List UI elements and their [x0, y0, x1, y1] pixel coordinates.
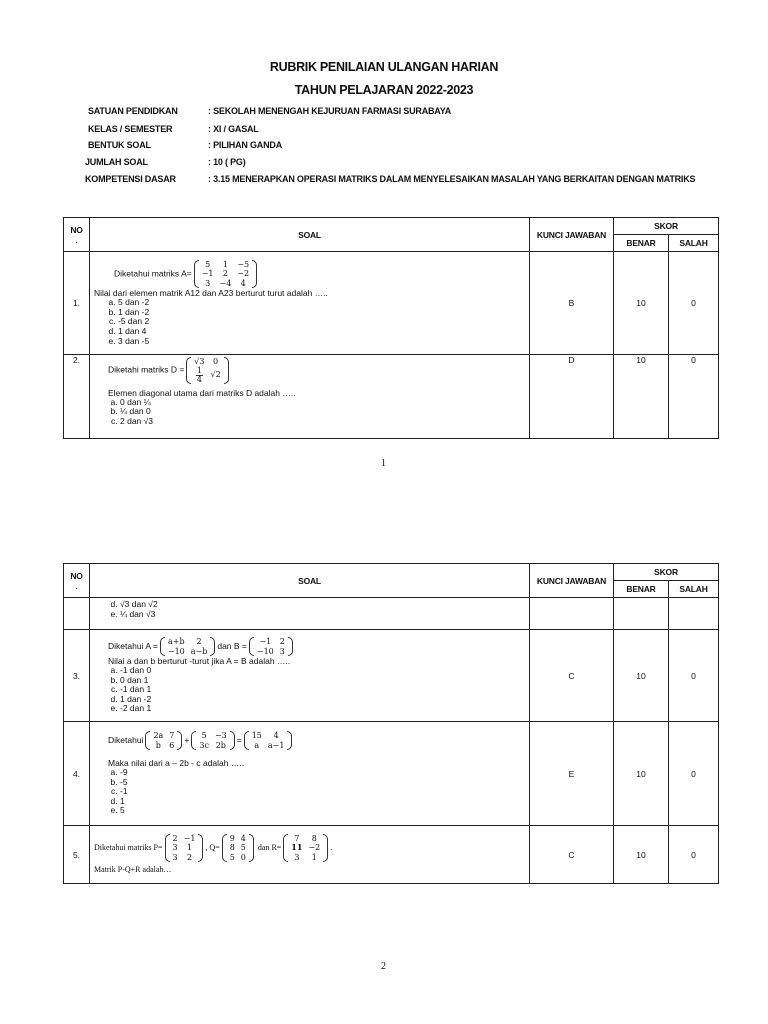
options-list — [94, 600, 525, 619]
score-benar: 10 — [614, 252, 669, 355]
question-cell — [90, 355, 530, 439]
option-item: b. 1 dan -2 — [118, 308, 525, 318]
options-list — [94, 398, 525, 427]
score-benar: 10 — [614, 722, 669, 826]
score-salah: 0 — [669, 826, 719, 884]
question-number: 1. — [64, 252, 90, 355]
header-soal: SOAL — [90, 218, 530, 252]
question-cell — [90, 630, 530, 722]
question-intro: dan B = — [217, 640, 247, 651]
score-salah: 0 — [669, 355, 719, 439]
equals-sign: = — [236, 734, 242, 745]
matrix-a: 5 1 −5 −1 2 −2 3 −4 4 — [194, 260, 257, 289]
question-text: Nilai a dan b berturut -turut jika A = B adalah ….. — [108, 656, 291, 667]
option-item: a. 5 dan -2 — [118, 298, 525, 308]
header-benar: BENAR — [614, 581, 669, 598]
question-text: Nilai dari elemen matrik A12 dan A23 berturut turut adalah ….. — [94, 288, 328, 299]
question-cell — [90, 598, 530, 630]
table-row — [64, 252, 719, 355]
table-row — [64, 598, 719, 630]
header-benar: BENAR — [614, 235, 669, 252]
meta-label: BENTUK SOAL — [88, 140, 151, 150]
document-title: RUBRIK PENILAIAN ULANGAN HARIAN — [269, 60, 499, 74]
question-number: 3. — [64, 630, 90, 722]
header-no: NO . — [64, 564, 90, 598]
header-salah: SALAH — [669, 581, 719, 598]
header-no: NO . — [64, 218, 90, 252]
table-row — [64, 630, 719, 722]
options-list — [94, 666, 525, 714]
meta-value: : SEKOLAH MENENGAH KEJURUAN FARMASI SURABAYA — [208, 106, 452, 116]
option-item: e. 5 — [120, 806, 525, 816]
question-text: Elemen diagonal utama dari matriks D adalah ….. — [108, 387, 296, 398]
score-benar: 10 — [614, 355, 669, 439]
matrix-2: 5 −3 3c 2b — [191, 731, 234, 750]
matrix-q: 9 4 8 5 5 0 — [222, 834, 254, 863]
header-kunci: KUNCI JAWABAN — [530, 218, 614, 252]
document-subtitle: TAHUN PELAJARAN 2022-2023 — [294, 83, 474, 97]
matrix-d: √3 0 $\frac{1}{4}$ √2 — [186, 357, 228, 384]
table-row — [64, 722, 719, 826]
option-item: e. ¼ dan √3 — [120, 610, 525, 620]
question-intro: Diketahui — [108, 734, 144, 745]
option-item: c. 2 dan √3 — [120, 417, 525, 427]
option-item: b. 0 dan 1 — [120, 676, 525, 686]
table-row — [64, 826, 719, 884]
question-intro: dan R= — [257, 842, 282, 852]
matrix-1: 2a 7 b 6 — [145, 731, 182, 750]
option-item: d. √3 dan √2 — [120, 600, 525, 610]
options-list — [94, 298, 525, 346]
option-item: b. ¼ dan 0 — [120, 407, 525, 417]
meta-label: SATUAN PENDIDKAN — [88, 106, 178, 116]
rubric-table-page2 — [63, 563, 719, 884]
question-cell — [90, 252, 530, 355]
matrix-p: 2 −1 3 1 3 2 — [165, 834, 204, 863]
question-number: 2. — [64, 355, 90, 439]
matrix-a: a+b 2 −10 a−b — [160, 637, 215, 656]
header-salah: SALAH — [669, 235, 719, 252]
option-item: e. -2 dan 1 — [120, 704, 525, 714]
matrix-b: −1 2 −10 3 — [249, 637, 293, 656]
question-text: Matrik P-Q+R adalah… — [94, 865, 172, 875]
fraction: $\frac{1}{4}$ — [196, 365, 202, 384]
option-item: a. -1 dan 0 — [120, 666, 525, 676]
header-kunci: KUNCI JAWABAN — [530, 564, 614, 598]
option-item: a. -9 — [120, 768, 525, 778]
option-item: d. 1 — [120, 797, 525, 807]
meta-label: KOMPETENSI DASAR — [85, 174, 176, 184]
option-item: d. 1 dan 4 — [118, 327, 525, 337]
score-benar: 10 — [614, 826, 669, 884]
matrix-3: 15 4 a a−1 — [244, 731, 293, 750]
table-row — [64, 355, 719, 439]
option-item: c. -5 dan 2 — [118, 317, 525, 327]
option-item: c. -1 — [120, 787, 525, 797]
question-text: Maka nilai dari a – 2b - c adalah ….. — [108, 758, 245, 769]
meta-value: : 3.15 MENERAPKAN OPERASI MATRIKS DALAM MENYELESAIKAN MASALAH YANG BERKAITAN DENGAN MATRIKS — [208, 174, 696, 184]
meta-value: : XI / GASAL — [208, 124, 259, 134]
question-intro: Diketahui matriks A= — [114, 268, 192, 279]
score-salah: 0 — [669, 722, 719, 826]
question-intro: Diketahui matriks P= — [94, 842, 163, 852]
option-item: e. 3 dan -5 — [118, 337, 525, 347]
rubric-table-page1 — [63, 217, 719, 439]
score-benar: 10 — [614, 630, 669, 722]
meta-value: : 10 ( PG) — [208, 157, 246, 167]
header-skor: SKOR — [614, 218, 719, 235]
question-cell — [90, 722, 530, 826]
score-salah: 0 — [669, 252, 719, 355]
answer-key: D — [530, 355, 614, 439]
answer-key: E — [530, 722, 614, 826]
options-list — [94, 768, 525, 816]
question-number: 5. — [64, 826, 90, 884]
option-item: d. 1 dan -2 — [120, 695, 525, 705]
plus-sign: + — [184, 734, 190, 745]
option-item: c. -1 dan 1 — [120, 685, 525, 695]
answer-key: C — [530, 630, 614, 722]
matrix-r: 7 8 11 −2 3 1 — [283, 834, 328, 863]
score-salah: 0 — [669, 630, 719, 722]
header-skor: SKOR — [614, 564, 719, 581]
meta-label: JUMLAH SOAL — [85, 157, 148, 167]
option-item: b. -5 — [120, 778, 525, 788]
page-number: 2 — [381, 961, 386, 972]
header-soal: SOAL — [90, 564, 530, 598]
answer-key: C — [530, 826, 614, 884]
question-number: 4. — [64, 722, 90, 826]
question-intro: Diketahui A = — [108, 640, 158, 651]
answer-key: B — [530, 252, 614, 355]
meta-value: : PILIHAN GANDA — [208, 140, 282, 150]
option-item: a. 0 dan ¼ — [120, 398, 525, 408]
question-intro: , Q= — [205, 842, 220, 852]
page-number: 1 — [381, 458, 386, 469]
question-intro: Diketahi matriks D = — [108, 364, 185, 375]
question-cell: Diketahui matriks P= 2 −1 3 1 3 2 , Q= 9 4 8 5 5 0 dan R= 7 8 11 −2 3 1 . Matrik P-Q+R adalah… — [90, 826, 530, 884]
meta-label: KELAS / SEMESTER — [88, 124, 173, 134]
